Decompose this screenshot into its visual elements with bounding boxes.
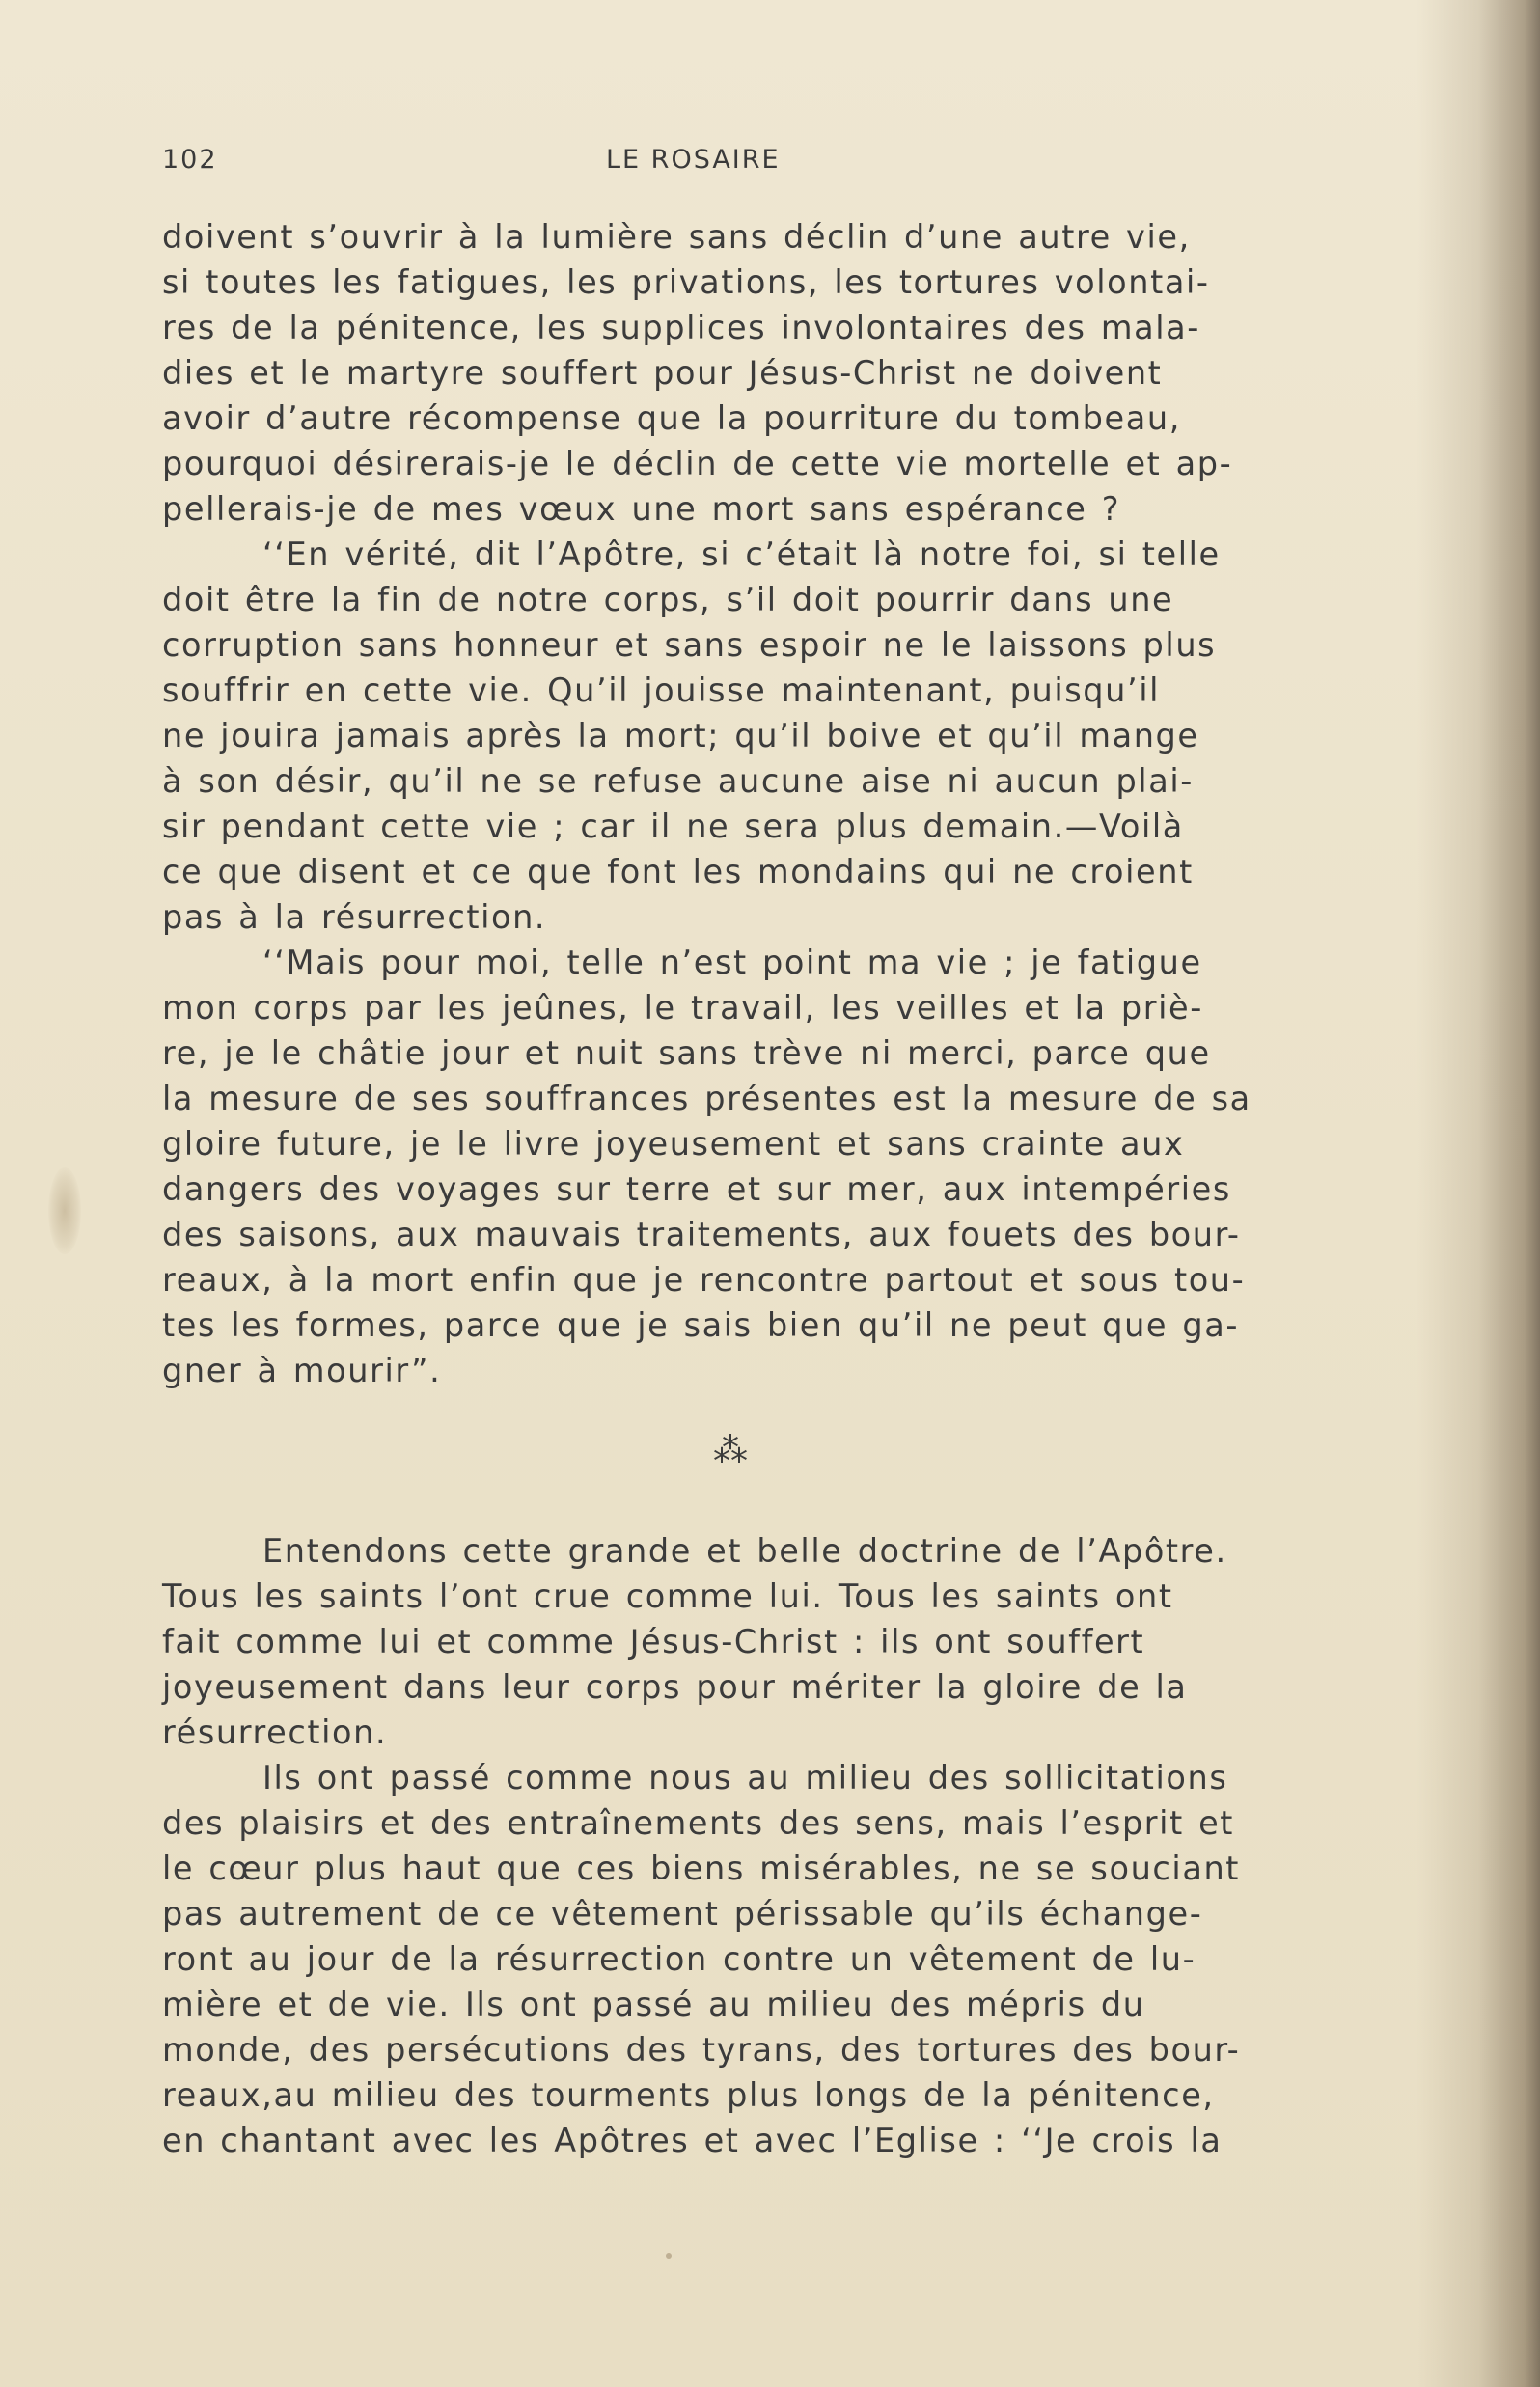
page-header bbox=[162, 145, 1310, 183]
running-title: LE ROSAIRE bbox=[606, 145, 781, 175]
text-line: ne jouira jamais après la mort; qu’il boive et qu’il mange bbox=[162, 717, 1199, 755]
text-line: Entendons cette grande et belle doctrine de l’Apôtre. bbox=[262, 1532, 1227, 1570]
text-line: en chantant avec les Apôtres et avec l’Eglise : ‘‘Je crois la bbox=[162, 2122, 1223, 2159]
text-line: pourquoi désirerais-je le déclin de cette vie mortelle et ap- bbox=[162, 445, 1233, 482]
text-line: des plaisirs et des entraînements des sens, mais l’esprit et bbox=[162, 1804, 1235, 1842]
text-line: res de la pénitence, les supplices involontaires des mala- bbox=[162, 309, 1200, 346]
text-line: dangers des voyages sur terre et sur mer, aux intempéries bbox=[162, 1170, 1231, 1208]
text-line: re, je le châtie jour et nuit sans trève ni merci, parce que bbox=[162, 1034, 1211, 1072]
text-line: pas autrement de ce vêtement périssable qu’ils échange- bbox=[162, 1895, 1203, 1933]
text-line: gner à mourir”. bbox=[162, 1352, 442, 1389]
text-line: pas à la résurrection. bbox=[162, 898, 547, 936]
text-line: Tous les saints l’ont crue comme lui. Tous les saints ont bbox=[162, 1578, 1173, 1615]
text-line: avoir d’autre récompense que la pourriture du tombeau, bbox=[162, 399, 1181, 437]
text-line: ront au jour de la résurrection contre un vêtement de lu- bbox=[162, 1940, 1196, 1978]
text-line: à son désir, qu’il ne se refuse aucune aise ni aucun plai- bbox=[162, 762, 1194, 800]
text-line: mière et de vie. Ils ont passé au milieu des mépris du bbox=[162, 1986, 1145, 2023]
text-line: reaux,au milieu des tourments plus longs de la pénitence, bbox=[162, 2076, 1215, 2114]
text-line: le cœur plus haut que ces biens misérables, ne se souciant bbox=[162, 1850, 1241, 1887]
text-line: ‘‘Mais pour moi, telle n’est point ma vie ; je fatigue bbox=[262, 944, 1202, 981]
page-number: 102 bbox=[162, 145, 218, 175]
text-line: fait comme lui et comme Jésus-Christ : ils ont souffert bbox=[162, 1623, 1145, 1660]
text-line: ce que disent et ce que font les mondains qui ne croient bbox=[162, 853, 1194, 891]
paper-speck bbox=[666, 2253, 672, 2259]
text-line: des saisons, aux mauvais traitements, aux fouets des bour- bbox=[162, 1216, 1241, 1253]
text-line: la mesure de ses souffrances présentes est la mesure de sa bbox=[162, 1080, 1251, 1117]
text-line: reaux, à la mort enfin que je rencontre partout et sous tou- bbox=[162, 1261, 1246, 1299]
text-line: doit être la fin de notre corps, s’il doit pourrir dans une bbox=[162, 581, 1174, 618]
text-line: corruption sans honneur et sans espoir ne le laissons plus bbox=[162, 626, 1217, 664]
text-line: dies et le martyre souffert pour Jésus-Christ ne doivent bbox=[162, 354, 1163, 392]
text-line: doivent s’ouvrir à la lumière sans déclin d’une autre vie, bbox=[162, 218, 1191, 256]
text-line: tes les formes, parce que je sais bien qu’il ne peut que ga- bbox=[162, 1306, 1240, 1344]
section-break-asterism: ⁂ bbox=[713, 1431, 750, 1470]
text-line: Ils ont passé comme nous au milieu des sollicitations bbox=[262, 1759, 1228, 1797]
text-line: souffrir en cette vie. Qu’il jouisse maintenant, puisqu’il bbox=[162, 672, 1161, 709]
body-text bbox=[162, 214, 1301, 2163]
text-line: résurrection. bbox=[162, 1714, 388, 1751]
text-line: joyeusement dans leur corps pour mériter la gloire de la bbox=[162, 1668, 1188, 1706]
text-line: gloire future, je le livre joyeusement et sans crainte aux bbox=[162, 1125, 1185, 1163]
text-line: pellerais-je de mes vœux une mort sans espérance ? bbox=[162, 490, 1121, 528]
text-line: sir pendant cette vie ; car il ne sera plus demain.—Voilà bbox=[162, 808, 1184, 845]
text-line: ‘‘En vérité, dit l’Apôtre, si c’était là notre foi, si telle bbox=[262, 535, 1221, 573]
text-line: mon corps par les jeûnes, le travail, les veilles et la priè- bbox=[162, 989, 1203, 1027]
text-line: monde, des persécutions des tyrans, des tortures des bour- bbox=[162, 2031, 1241, 2069]
paper-stain bbox=[48, 1167, 81, 1254]
text-line: si toutes les fatigues, les privations, les tortures volontai- bbox=[162, 263, 1210, 301]
